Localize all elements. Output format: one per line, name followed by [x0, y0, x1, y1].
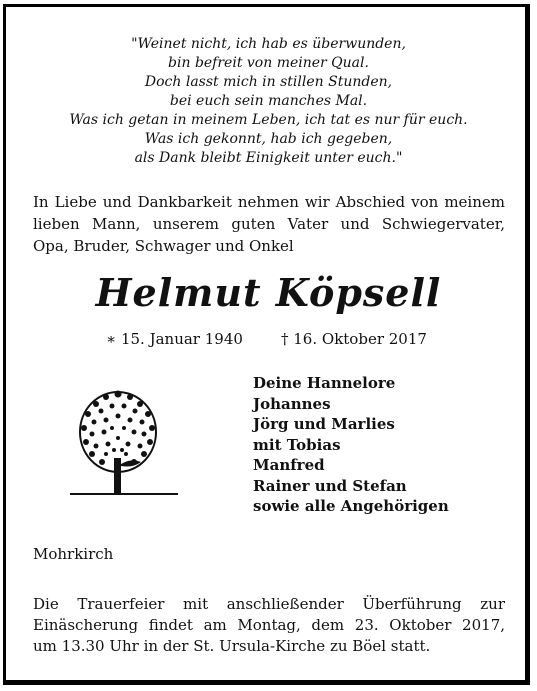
family-member: sowie alle Angehörigen — [253, 497, 449, 515]
poem — [0, 35, 537, 168]
poem-line: bin befreit von meiner Qual. — [168, 55, 369, 71]
intro-line: lieben Mann, unserem guten Vater und Schwiegervater, — [33, 215, 505, 233]
family-member: Jörg und Marlies — [253, 415, 395, 433]
intro-text — [33, 191, 505, 257]
service-line: Die Trauerfeier mit anschließender Überführung zur — [33, 595, 505, 613]
intro-line: Opa, Bruder, Schwager und Onkel — [33, 237, 294, 255]
tree-icon — [66, 384, 182, 504]
family-list — [253, 373, 449, 517]
death-date: † 16. Oktober 2017 — [281, 330, 427, 348]
service-line: Einäscherung findet am Montag, dem 23. Oktober 2017, — [33, 616, 505, 634]
poem-line: Was ich getan in meinem Leben, ich tat es nur für euch. — [69, 112, 468, 128]
poem-line: bei euch sein manches Mal. — [169, 93, 368, 109]
deceased-name: Helmut Köpsell — [95, 270, 442, 315]
family-member: Deine Hannelore — [253, 374, 396, 392]
service-line: um 13.30 Uhr in der St. Ursula-Kirche zu Böel statt. — [33, 637, 431, 655]
family-member: Rainer und Stefan — [253, 476, 407, 495]
poem-line: "Weinet nicht, ich hab es überwunden, — [131, 36, 406, 52]
service-info — [33, 594, 505, 657]
poem-line: Was ich gekonnt, hab ich gegeben, — [144, 131, 393, 147]
family-member: Manfred — [253, 456, 325, 474]
family-member: mit Tobias — [253, 435, 341, 454]
place-name: Mohrkirch — [33, 545, 114, 563]
poem-line: Doch lasst mich in stillen Stunden, — [144, 74, 393, 90]
birth-date: ∗ 15. Januar 1940 — [106, 330, 243, 348]
intro-line: In Liebe und Dankbarkeit nehmen wir Abschied von meinem — [33, 193, 505, 211]
family-member: Johannes — [253, 394, 331, 413]
poem-line: als Dank bleibt Einigkeit unter euch." — [134, 150, 403, 166]
